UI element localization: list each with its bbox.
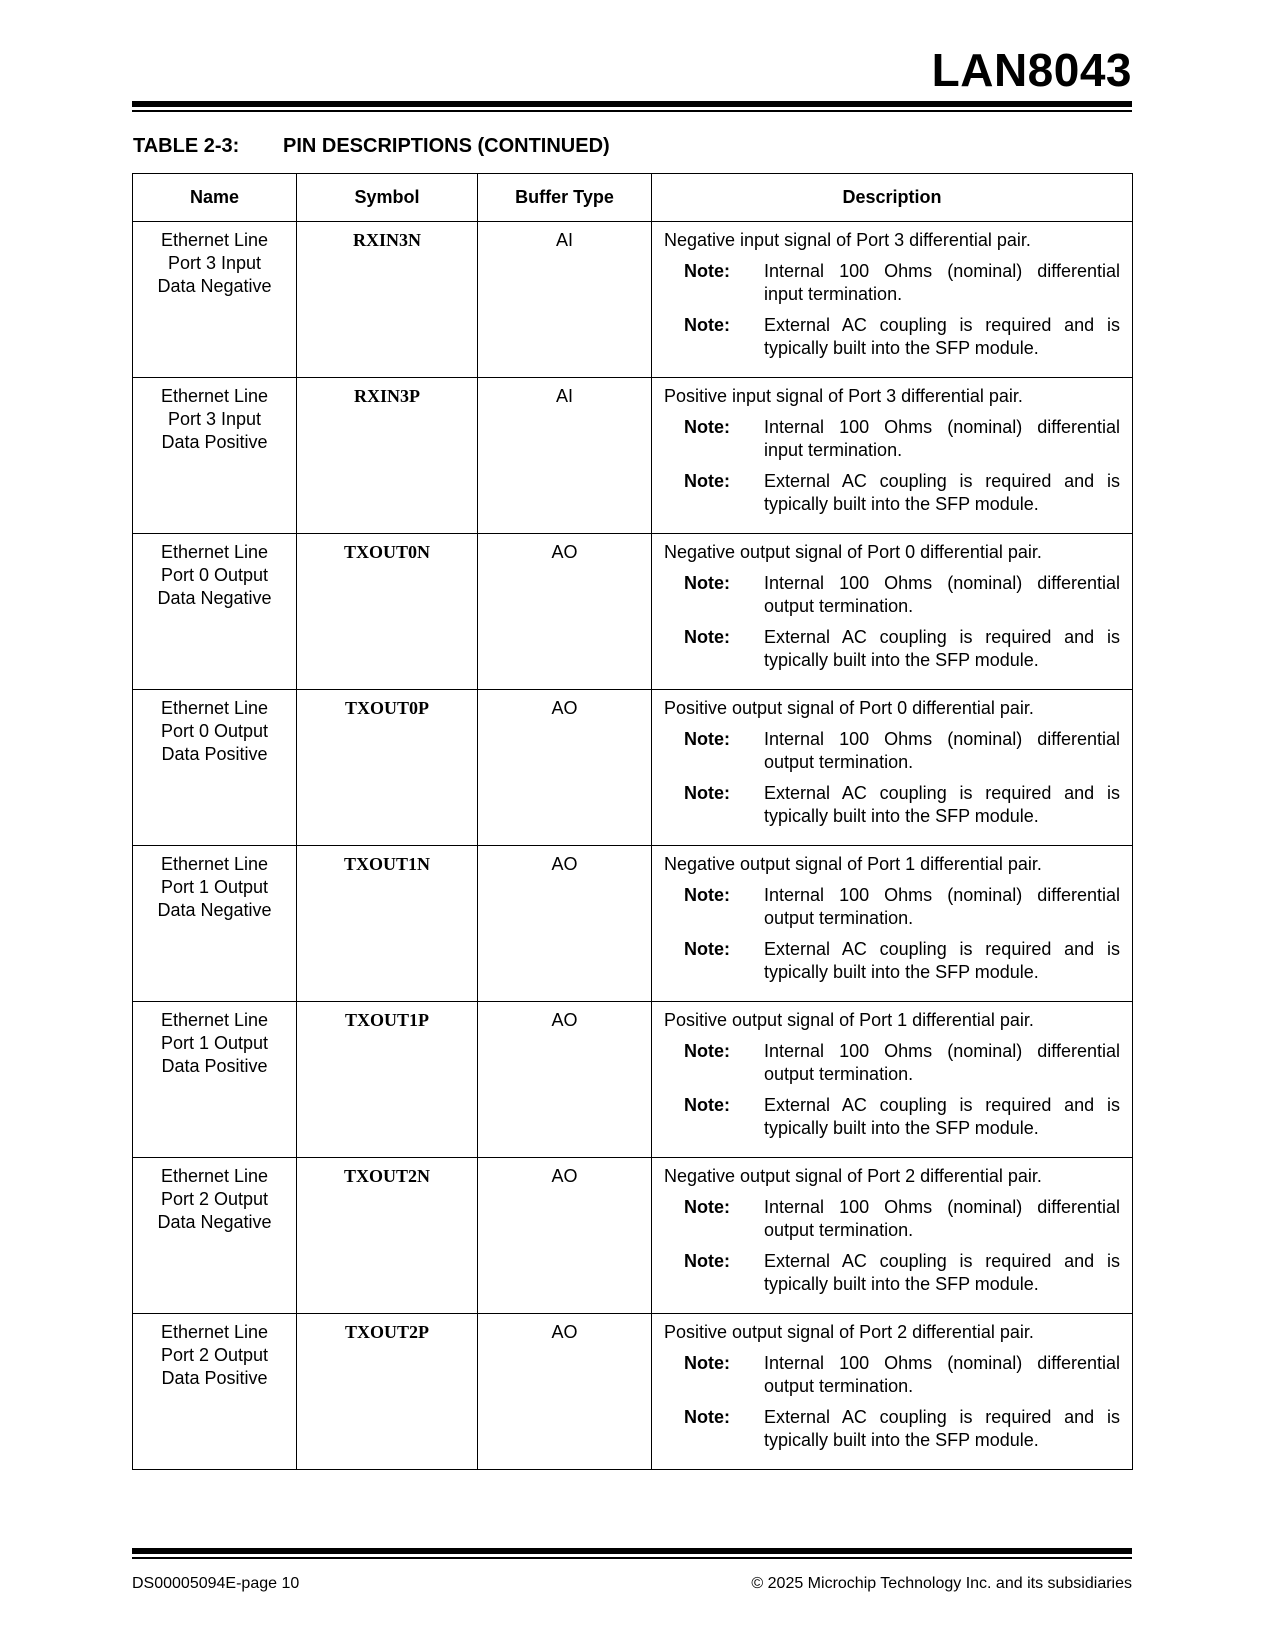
column-header-buffer-type: Buffer Type — [478, 174, 652, 222]
name-line: Port 3 Input — [167, 253, 262, 273]
cell-name — [133, 222, 297, 378]
table-title: PIN DESCRIPTIONS (CONTINUED) — [283, 135, 610, 157]
note-label: Note: — [684, 1407, 730, 1427]
name-line: Port 1 Output — [160, 1033, 269, 1053]
note — [664, 1406, 1120, 1452]
note-text: External AC coupling is required and is typically built into the SFP module. — [764, 939, 1120, 982]
note-text: External AC coupling is required and is typically built into the SFP module. — [764, 627, 1120, 670]
note-label: Note: — [684, 471, 730, 491]
description-text: Positive output signal of Port 1 differential pair. — [664, 1010, 1034, 1030]
cell-symbol: TXOUT1P — [297, 1002, 478, 1158]
cell-description — [652, 1002, 1133, 1158]
note-text: External AC coupling is required and is typically built into the SFP module. — [764, 1095, 1120, 1138]
table-number: TABLE 2-3: — [133, 135, 240, 157]
note-text: Internal 100 Ohms (nominal) differential output termination. — [764, 729, 1120, 772]
cell-buffer-type: AO — [478, 1002, 652, 1158]
document-title: LAN8043 — [931, 44, 1132, 96]
note-label: Note: — [684, 315, 730, 335]
name-line: Port 1 Output — [160, 877, 269, 897]
note-text: External AC coupling is required and is typically built into the SFP module. — [764, 1407, 1120, 1450]
name-line: Data Positive — [161, 432, 268, 452]
table-header-row — [133, 174, 1133, 222]
note-label: Note: — [684, 1197, 730, 1217]
cell-description — [652, 1314, 1133, 1470]
column-header-description: Description — [652, 174, 1133, 222]
table-row — [133, 378, 1133, 534]
name-line: Ethernet Line — [160, 1322, 269, 1342]
name-line: Data Negative — [157, 900, 272, 920]
cell-description — [652, 1158, 1133, 1314]
table-row — [133, 222, 1133, 378]
cell-symbol: TXOUT1N — [297, 846, 478, 1002]
pin-descriptions-table — [132, 173, 1133, 1470]
note — [664, 1352, 1120, 1398]
cell-buffer-type: AO — [478, 534, 652, 690]
table-row — [133, 1002, 1133, 1158]
table-row — [133, 846, 1133, 1002]
description-text: Positive output signal of Port 0 differential pair. — [664, 698, 1034, 718]
note-label: Note: — [684, 729, 730, 749]
note — [664, 1040, 1120, 1086]
description-text: Negative input signal of Port 3 differential pair. — [664, 230, 1031, 250]
cell-description — [652, 222, 1133, 378]
note — [664, 416, 1120, 462]
name-line: Ethernet Line — [160, 1166, 269, 1186]
note-text: Internal 100 Ohms (nominal) differential input termination. — [764, 417, 1120, 460]
table-row — [133, 1158, 1133, 1314]
name-line: Ethernet Line — [160, 542, 269, 562]
note-label: Note: — [684, 783, 730, 803]
table-body — [133, 222, 1133, 1470]
description-text: Negative output signal of Port 0 differential pair. — [664, 542, 1042, 562]
column-header-symbol: Symbol — [297, 174, 478, 222]
note-label: Note: — [684, 417, 730, 437]
note — [664, 884, 1120, 930]
note-text: Internal 100 Ohms (nominal) differential input termination. — [764, 261, 1120, 304]
note-label: Note: — [684, 885, 730, 905]
note — [664, 260, 1120, 306]
name-line: Port 0 Output — [160, 565, 269, 585]
cell-name — [133, 1002, 297, 1158]
cell-symbol: TXOUT0P — [297, 690, 478, 846]
cell-description — [652, 690, 1133, 846]
description-text: Negative output signal of Port 2 differential pair. — [664, 1166, 1042, 1186]
cell-buffer-type: AI — [478, 222, 652, 378]
cell-symbol: TXOUT2N — [297, 1158, 478, 1314]
name-line: Ethernet Line — [160, 386, 269, 406]
note-text: Internal 100 Ohms (nominal) differential output termination. — [764, 1353, 1120, 1396]
cell-description — [652, 378, 1133, 534]
note-text: Internal 100 Ohms (nominal) differential output termination. — [764, 1197, 1120, 1240]
cell-symbol: RXIN3N — [297, 222, 478, 378]
note-label: Note: — [684, 1353, 730, 1373]
name-line: Port 2 Output — [160, 1189, 269, 1209]
name-line: Ethernet Line — [160, 698, 269, 718]
note — [664, 314, 1120, 360]
name-line: Port 2 Output — [160, 1345, 269, 1365]
cell-name — [133, 378, 297, 534]
name-line: Data Positive — [161, 1368, 268, 1388]
note — [664, 1196, 1120, 1242]
note-text: Internal 100 Ohms (nominal) differential output termination. — [764, 1041, 1120, 1084]
name-line: Data Positive — [161, 744, 268, 764]
note-label: Note: — [684, 1095, 730, 1115]
name-line: Data Negative — [157, 588, 272, 608]
table-row — [133, 690, 1133, 846]
footer-page-number: DS00005094E-page 10 — [132, 1575, 300, 1592]
note — [664, 728, 1120, 774]
footer-copyright: © 2025 Microchip Technology Inc. and its subsidiaries — [751, 1575, 1132, 1592]
cell-symbol: TXOUT2P — [297, 1314, 478, 1470]
note-text: External AC coupling is required and is typically built into the SFP module. — [764, 1251, 1120, 1294]
cell-symbol: RXIN3P — [297, 378, 478, 534]
cell-symbol: TXOUT0N — [297, 534, 478, 690]
cell-name — [133, 690, 297, 846]
note — [664, 938, 1120, 984]
footer-rule-thin — [132, 1557, 1132, 1559]
note-label: Note: — [684, 939, 730, 959]
note-text: Internal 100 Ohms (nominal) differential output termination. — [764, 573, 1120, 616]
cell-buffer-type: AO — [478, 1158, 652, 1314]
description-text: Positive output signal of Port 2 differential pair. — [664, 1322, 1034, 1342]
name-line: Ethernet Line — [160, 1010, 269, 1030]
cell-buffer-type: AI — [478, 378, 652, 534]
note — [664, 1094, 1120, 1140]
note-text: External AC coupling is required and is typically built into the SFP module. — [764, 471, 1120, 514]
cell-buffer-type: AO — [478, 690, 652, 846]
name-line: Data Negative — [157, 1212, 272, 1232]
cell-name — [133, 846, 297, 1002]
description-text: Negative output signal of Port 1 differential pair. — [664, 854, 1042, 874]
table-caption — [133, 134, 610, 158]
name-line: Ethernet Line — [160, 854, 269, 874]
note-label: Note: — [684, 573, 730, 593]
note-label: Note: — [684, 627, 730, 647]
cell-description — [652, 846, 1133, 1002]
table-row — [133, 534, 1133, 690]
note — [664, 782, 1120, 828]
name-line: Port 3 Input — [167, 409, 262, 429]
name-line: Data Positive — [161, 1056, 268, 1076]
note-text: External AC coupling is required and is typically built into the SFP module. — [764, 315, 1120, 358]
name-line: Port 0 Output — [160, 721, 269, 741]
name-line: Ethernet Line — [160, 230, 269, 250]
footer-rule-thick — [132, 1548, 1132, 1554]
note — [664, 626, 1120, 672]
cell-name — [133, 1158, 297, 1314]
note-label: Note: — [684, 1041, 730, 1061]
column-header-name: Name — [133, 174, 297, 222]
cell-name — [133, 1314, 297, 1470]
note-label: Note: — [684, 1251, 730, 1271]
description-text: Positive input signal of Port 3 differential pair. — [664, 386, 1023, 406]
cell-description — [652, 534, 1133, 690]
note — [664, 572, 1120, 618]
note-label: Note: — [684, 261, 730, 281]
cell-buffer-type: AO — [478, 846, 652, 1002]
note-text: Internal 100 Ohms (nominal) differential output termination. — [764, 885, 1120, 928]
header-rule-thin — [132, 110, 1132, 112]
table-row — [133, 1314, 1133, 1470]
cell-name — [133, 534, 297, 690]
header-rule-thick — [132, 101, 1132, 107]
name-line: Data Negative — [157, 276, 272, 296]
cell-buffer-type: AO — [478, 1314, 652, 1470]
note — [664, 1250, 1120, 1296]
note — [664, 470, 1120, 516]
note-text: External AC coupling is required and is typically built into the SFP module. — [764, 783, 1120, 826]
